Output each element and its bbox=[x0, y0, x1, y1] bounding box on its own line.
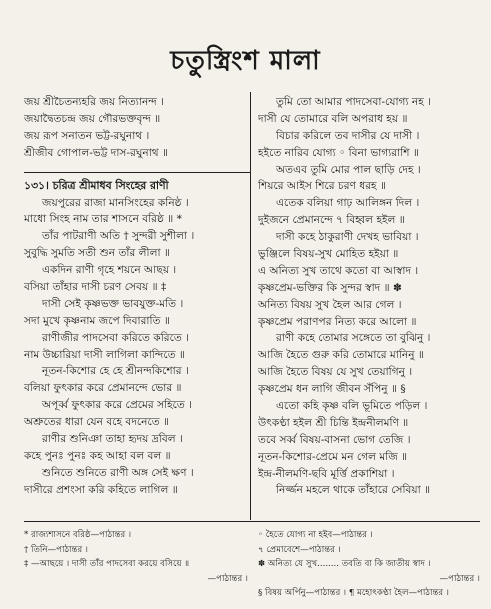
column-divider bbox=[250, 92, 251, 520]
verse-line: শুনিতে শুনিতে রাণী অঙ্গ সেই ক্ষণ । bbox=[42, 466, 194, 479]
verse-line: কহে পুনঃ পুনঃ কহ আহা বল বল ॥ bbox=[24, 449, 171, 462]
footnote: ‡ —আছয়ে । দাসী তাঁর পাদসেবা করয়ে বসিয়ে ॥ bbox=[24, 559, 190, 569]
verse-line: নূতন-কিশোর হে হে শ্রীনন্দকিশোর । bbox=[42, 365, 189, 378]
verse-line: নির্জ্জন মহলে থাকে তাঁহারে সেবিয়া ॥ bbox=[276, 484, 431, 497]
verse-line: মাধো সিংহ নাম তার শাসনে বরিষ্ঠ ॥ * bbox=[24, 213, 182, 226]
left-column bbox=[24, 94, 250, 499]
footnote: —পাঠান্তর । bbox=[439, 573, 480, 584]
verse-line: জয়পুরের রাজা মানসিংহের কনিষ্ঠ । bbox=[42, 196, 189, 209]
verse-line: অপূর্ব্ব ফুৎকার করে প্রেমের সহিতে । bbox=[42, 399, 193, 412]
verse-line: অনিত্য বিষয় সুখ হৈল আর গেল । bbox=[258, 298, 402, 311]
verse-line: উৎকণ্ঠা হইল শ্রী চিন্তি ইন্দ্রনীলমণি ॥ bbox=[258, 416, 409, 429]
verse-line: নাম উচ্চারিয়া দাসী লাগিলা কান্দিতে ॥ bbox=[24, 348, 185, 361]
verse-line: জয়াদ্বৈতচন্দ্র জয় গৌরভক্তবৃন্দ ॥ bbox=[24, 112, 161, 125]
verse-line: সুবুদ্ধি সুমতি সতী শুন তাঁর লীলা ॥ bbox=[24, 247, 170, 260]
footnote: ✽ অনিত্য যে সুখ........ তবতি বা কি জাতীয় স্বাদ । bbox=[258, 559, 431, 569]
verse-line: দাসী কহে ঠাকুরাণী দেখহ ভাবিয়া । bbox=[276, 231, 419, 244]
verse-line: ইন্দ্র-নীলমণি-ছবি মূর্ত্তি প্রকাশিয়া । bbox=[258, 467, 395, 480]
verse-line: রাণীর শুনিঞা তাহা হৃদয় দ্রবিল । bbox=[42, 433, 183, 446]
footnote: —পাঠান্তর । bbox=[207, 573, 248, 584]
footnote: § বিষয় অর্পিনু—পাঠান্তর । ¶ মহোৎকণ্ঠা হৈল—পাঠান্তর । bbox=[258, 588, 449, 598]
verse-line: শিয়রে আইস শিরে চরণ ধরহ ॥ bbox=[258, 180, 386, 193]
verse-line: দাসী যে তোমারে বলি অপরাধ হয় ॥ bbox=[258, 112, 408, 125]
verse-line: শ্রীজীব গোপাল-ভট্ট দাস-রঘুনাথ ॥ bbox=[24, 146, 168, 159]
verse-line: জয় শ্রীচৈতন্যহরি জয় নিত্যানন্দ । bbox=[24, 96, 164, 108]
verse-line: ভুঞ্জিলে বিষয়-সুখ মোহিত হইয়া ॥ bbox=[258, 248, 399, 261]
verse-line: আজি হৈতে বিষয় যে সুখ তেয়াগিনু । bbox=[258, 366, 413, 379]
footnotes-right bbox=[258, 528, 480, 601]
verse-line: এ অনিত্য সুখ তাথে কতো বা আস্বাদ । bbox=[258, 264, 419, 277]
verse-line: জয় রূপ সনাতন ভট্ট-রঘুনাথ । bbox=[24, 129, 150, 142]
verse-line: অতএব তুমি মোর পাল ছাড়ি দেহ । bbox=[276, 163, 421, 176]
verse-line: এতেক বলিয়া গাঢ় আলিঙ্গন দিল । bbox=[276, 197, 420, 210]
verse-line: অশ্রুতের ধারা যেন বহে বদনেতে ॥ bbox=[24, 416, 170, 429]
verse-line: তবে সর্ব্ব বিষয়-বাসনা ভোগ তেজি । bbox=[258, 433, 411, 446]
verse-line: দাসী সেই কৃষ্ণভক্ত ভাবযুক্ত-মতি । bbox=[42, 297, 184, 310]
chapter-title: চতুস্ত্রিংশ মালা bbox=[170, 46, 321, 76]
verse-line: রাণী কহে তোমার সঙ্গেতে তা বুঝিনু । bbox=[276, 332, 431, 345]
verse-line: দুইজনে প্রেমানন্দে ৭ বিহ্বল হইল ॥ bbox=[258, 214, 405, 227]
verse-line: তুমি তো আমার পাদসেবা-যোগ্য নহ । bbox=[276, 96, 431, 108]
verse-line: তাঁর পাটরাণী অতি † সুন্দরী সুশীলা । bbox=[42, 230, 195, 243]
verse-line: বসিয়া তাঁহার দাসী চরণ সেবয় ॥ ‡ bbox=[24, 281, 167, 294]
verse-line: রাণীজীর পাদসেবা করিতে করিতে । bbox=[42, 331, 189, 344]
footnotes-left bbox=[24, 528, 248, 586]
right-column bbox=[258, 94, 480, 499]
verse-line: হইতে নারিব যোগ্য ◦ বিনা ভাগ্যরাশি ॥ bbox=[258, 146, 419, 159]
verse-line: বলিয়া ফুৎকার করে প্রেমানন্দে ভোর ॥ bbox=[24, 382, 182, 395]
footnotes bbox=[24, 521, 480, 602]
verse-line: এতো কহি কৃষ্ণ বলি ভূমিতে পড়িল । bbox=[276, 400, 428, 413]
verse-line: নূতন-কিশোর-প্রেমে মন গেল মজি ॥ bbox=[258, 450, 408, 463]
verse-line: আজি হৈতে গুরু করি তোমারে মানিনু ॥ bbox=[258, 349, 424, 362]
verse-line: বিচার করিলে তব দাসীর যে দাসী । bbox=[276, 129, 420, 142]
verse-line: কৃষ্ণপ্রেম-ভক্তির কি সুন্দর স্বাদ ॥ ✽ bbox=[258, 281, 402, 294]
footnote: ◦ হৈতে যোগ্য না হইব—পাঠান্তর । bbox=[258, 530, 373, 540]
verse-line: কৃষ্ণপ্রেম ধন লাগি জীবন সঁপিনু ॥ § bbox=[258, 383, 406, 396]
verse-line: কৃষ্ণপ্রেম পরাণপর নিত্য করে আলো ॥ bbox=[258, 315, 417, 328]
footnote: * রাজ্যশাসনে বরিষ্ঠ—পাঠান্তর । bbox=[24, 530, 132, 540]
verse-line: একদিন রাণী গৃহে শয়নে আছয় । bbox=[42, 264, 177, 277]
verse-line: সদা মুখে কৃষ্ণনাম জপে দিবারাতি ॥ bbox=[24, 314, 170, 327]
footnote: ৭ প্রেমাবেশে—পাঠান্তর । bbox=[258, 544, 341, 555]
section-heading: ১৩১। চরিত্র শ্রীমাধব সিংহের রাণী bbox=[24, 172, 250, 195]
verse-line: দাসীরে প্রশংসা করি কহিতে লাগিল ॥ bbox=[24, 483, 178, 496]
footnote: † তিনি—পাঠান্তর । bbox=[24, 544, 88, 555]
